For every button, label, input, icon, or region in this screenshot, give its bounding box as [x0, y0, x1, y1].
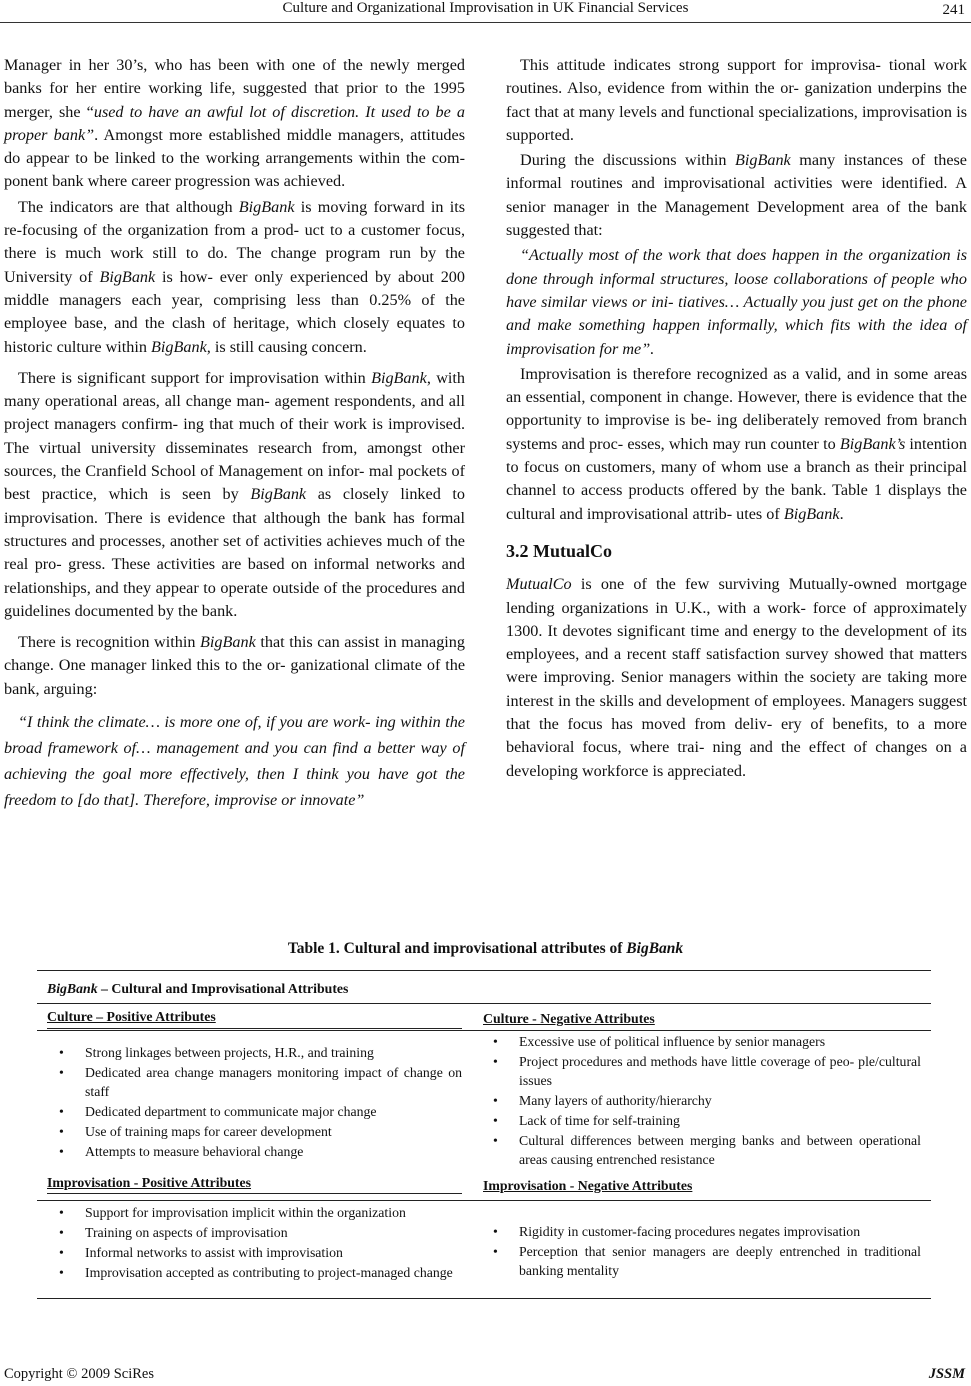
list-item: • Strong linkages between projects, H.R., and training — [47, 1043, 462, 1062]
list-item: • Improvisation accepted as contributing to project-managed change — [47, 1263, 462, 1282]
paragraph — [4, 54, 465, 194]
text: Improvisation is therefore recognized as a valid, and in some areas an essential, component in change. However, there is evidence that the opportunity to improvise is be- ing deliberately removed from branch systems and proc- esses, which may run counter to — [506, 364, 967, 453]
page-number: 241 — [942, 2, 965, 18]
list-item: • Use of training maps for career development — [47, 1122, 462, 1141]
company-name: BigBank, — [151, 337, 211, 356]
text: is moving forward in its re-focusing of the organization from a prod- uct to a customer focus, there is much work still to do. The change program run by the University of — [4, 197, 465, 286]
paragraph — [506, 363, 967, 526]
text: There is recognition within — [18, 633, 201, 652]
table-top-rule — [37, 970, 931, 971]
company-name: BigBank — [99, 267, 156, 286]
company-name: BigBank’s — [839, 434, 906, 453]
right-column — [506, 54, 967, 783]
interview-quote: “I think the climate… is more one of, if you are work- ing within the broad framework of… management and you can find a better way of achieving the goal more effectively, then I think you have got the freedom to [do that]. Therefore, improvise or innovate” — [4, 713, 465, 810]
table-rule — [37, 1003, 931, 1004]
paragraph — [4, 196, 465, 359]
text: There is significant support for improvisation within — [18, 368, 372, 387]
copyright-notice: Copyright © 2009 SciRes — [4, 1366, 154, 1382]
company-name: BigBank — [238, 197, 295, 216]
text: During the discussions within — [520, 151, 735, 170]
list-item: • Support for improvisation implicit within the organization — [47, 1203, 462, 1222]
list-item: • Project procedures and methods have little coverage of peo- ple/cultural issues — [481, 1052, 921, 1090]
cell-rule — [47, 1193, 462, 1194]
list-item: • Training on aspects of improvisation — [47, 1223, 462, 1242]
company-name: MutualCo — [506, 575, 572, 594]
paragraph — [4, 367, 465, 623]
paragraph: This attitude indicates strong support for improvisa- tional work routines. Also, evidence from within the or- ganization underpins the fact that at many levels and functional specializations, improvisation is supported. — [506, 56, 967, 144]
list-item: • Lack of time for self-training — [481, 1111, 921, 1130]
list-item: • Rigidity in customer-facing procedures negates improvisation — [481, 1222, 921, 1241]
table-rule — [37, 1030, 931, 1031]
running-title: Culture and Organizational Improvisation in UK Financial Services — [282, 0, 689, 16]
page-header — [0, 0, 971, 22]
caption-text: Table 1. Cultural and improvisational attributes of — [287, 940, 627, 957]
table-caption — [0, 940, 971, 958]
improv-positive-heading: Improvisation - Positive Attributes — [47, 1175, 252, 1190]
header-rule — [0, 22, 971, 23]
improv-negative-list — [481, 1222, 921, 1281]
paragraph — [4, 631, 465, 701]
company-name: BigBank — [783, 504, 840, 523]
cell-rule — [47, 1028, 462, 1029]
list-item: • Cultural differences between merging banks and between operational areas causing entrenched resistance — [481, 1131, 921, 1169]
culture-positive-heading: Culture – Positive Attributes — [47, 1009, 216, 1024]
text: is one of the few surviving Mutually-owned mortgage lending organizations in U.K., with a work- force of approximately 1300. It devotes significant time and energy to the development of its employees, and a recent staff satisfaction survey showed that matters were improving. Senior managers within the society are taking more interest in the skills and development of employees. Managers suggest that the focus has moved from deliv- ery of benefits, to a more behavioral focus, where trai- ning and the effect of changes on a developing workforce is appreciated. — [506, 575, 967, 780]
text: intention to focus on customers, many of whom use a branch as their principal channel to access products offered by the bank. Table 1 displays the cultural and improvisational attrib- utes of — [506, 434, 967, 523]
table-title-text: – Cultural and Improvisational Attributes — [97, 981, 349, 996]
culture-negative-list — [481, 1032, 921, 1170]
table-rule — [37, 1200, 931, 1201]
text: that this can assist in managing change. One manager linked this to the or- ganizational climate of the bank, arguing: — [4, 633, 465, 698]
journal-abbreviation: JSSM — [928, 1366, 965, 1382]
list-item: • Dedicated area change managers monitoring impact of change on staff — [47, 1063, 462, 1101]
text: . Amongst more established middle managers, attitudes do appear to be linked to the working arrangements within the com- ponent bank where career progression was achieved. — [4, 125, 466, 191]
text: , with many operational areas, all change man- agement respondents, and all project managers confirm- ing that much of their work is improvised. The virtual university disseminates research from, amongst other sources, the Cranfield School of Management on infor- mal pockets of best practice, which is seen by — [4, 368, 465, 504]
list-item: • Attempts to measure behavioral change — [47, 1142, 462, 1161]
list-item: • Many layers of authority/hierarchy — [481, 1091, 921, 1110]
text: Manager in her 30’s, who has been with one of the newly merged banks for her entire working life, suggested that prior to the 1995 merger, she “ — [4, 56, 465, 121]
text: as closely linked to improvisation. There is evidence that although the bank has formal structures and processes, another set of activities achieves much of the real pro- gress. These activities are based on informal networks and relationships, and they appear to operate outside of the procedures and guidelines documented by the bank. — [4, 485, 465, 620]
text: . — [839, 504, 844, 523]
company-name: BigBank — [250, 485, 307, 504]
list-item: • Dedicated department to communicate major change — [47, 1102, 462, 1121]
list-item: • Informal networks to assist with improvisation — [47, 1243, 462, 1262]
improv-negative-heading: Improvisation - Negative Attributes — [483, 1178, 693, 1193]
company-name: BigBank — [47, 981, 98, 996]
paragraph — [506, 149, 967, 242]
company-name: BigBank — [200, 633, 256, 652]
quote-text: used to have an awful lot of discretion. It used to be a proper bank” — [4, 102, 465, 144]
improv-positive-list — [47, 1203, 462, 1283]
text: is how- ever only experienced by about 200 middle managers each year, comprising less than 0.25% of the employee base, and the clash of heritage, which closely equates to historic culture within — [4, 267, 465, 356]
text: is still causing concern. — [210, 337, 367, 356]
table-title — [47, 979, 348, 998]
culture-negative-heading: Culture - Negative Attributes — [483, 1011, 655, 1026]
culture-positive-list — [47, 1043, 462, 1162]
text: many instances of these informal routines and improvisational activities were identified. A senior manager in the Management Development area of the bank suggested that: — [506, 151, 967, 240]
paragraph — [506, 573, 967, 783]
company-name: BigBank — [734, 151, 791, 170]
left-column — [4, 54, 465, 813]
text: The indicators are that although — [18, 197, 239, 216]
table-bottom-rule — [37, 1298, 931, 1299]
company-name: BigBank — [626, 940, 684, 957]
section-heading: 3.2 MutualCo — [506, 540, 613, 561]
list-item: • Excessive use of political influence by senior managers — [481, 1032, 921, 1051]
company-name: BigBank — [371, 368, 427, 387]
list-item: • Perception that senior managers are deeply entrenched in traditional banking mentality — [481, 1242, 921, 1280]
interview-quote: “Actually most of the work that does happen in the organization is done through informal structures, loose collaborations of people who have similar views or ini- tiatives… Actually you just get on the phone and make something happen informally, which fits with the idea of improvisation for me”. — [506, 246, 967, 358]
